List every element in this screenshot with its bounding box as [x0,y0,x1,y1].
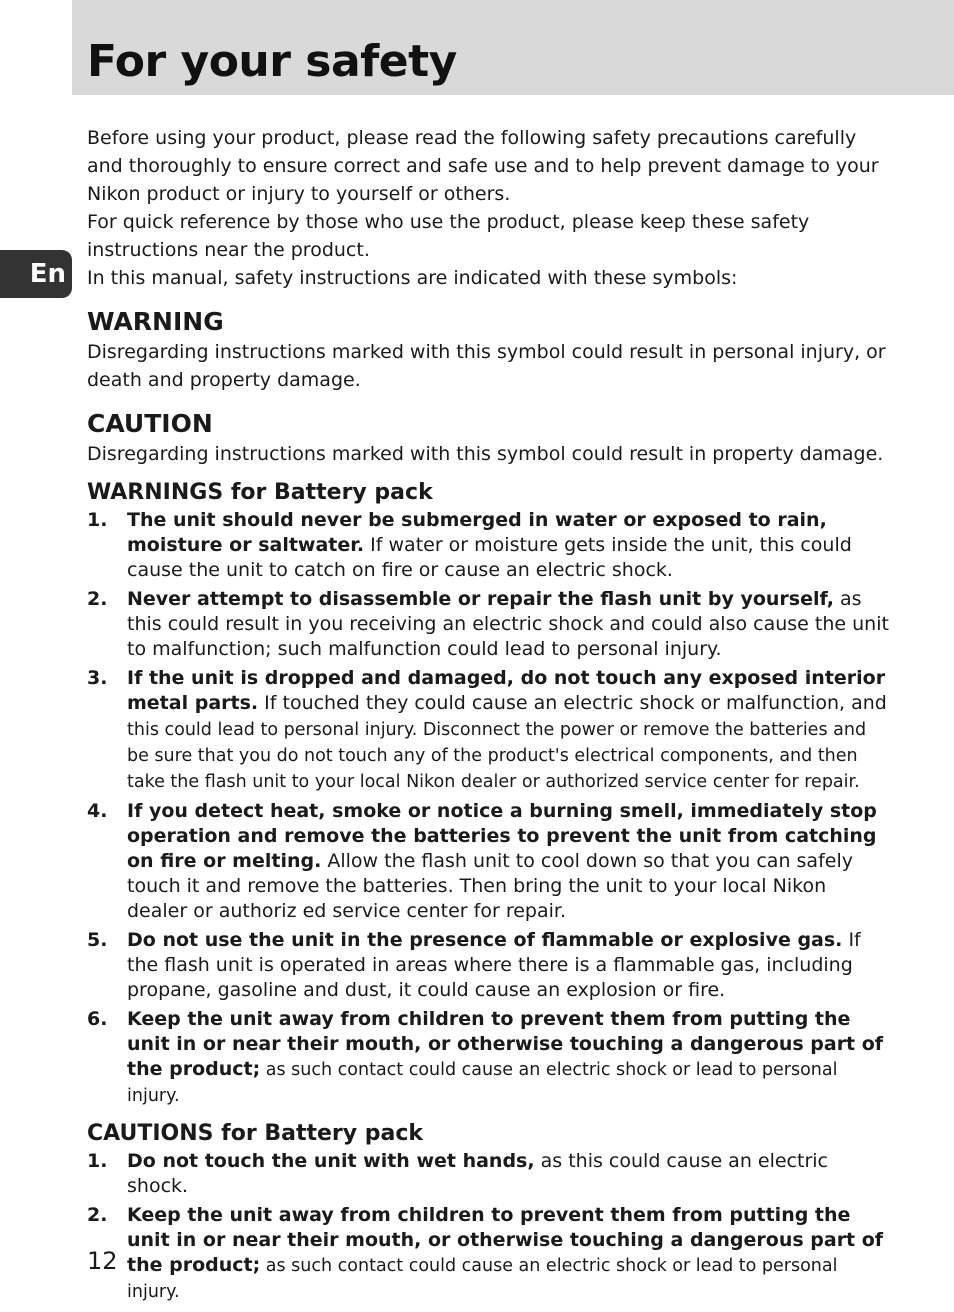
item-text-small: as such contact could cause an electric shock or lead to personal injury. [127,1060,838,1106]
warnings-section-heading: WARNINGS for Battery pack [87,480,433,505]
item-text: If touched they could cause an electric shock or malfunction, and [258,692,887,714]
caution-heading: CAUTION [87,409,213,438]
item-number: 1. [87,1150,108,1172]
item-number: 6. [87,1008,108,1030]
list-item [87,1007,892,1109]
item-text: as this could cause an electric shock. [127,1150,828,1197]
item-text-small: as such contact could cause an electric shock or lead to personal injury. [127,1256,838,1302]
item-lead: If you detect heat, smoke or notice a burning smell, immediately stop operation and remove the batteries to prevent the unit from catching on fire or melting. [127,800,877,872]
item-text: If the flash unit is operated in areas where there is a flammable gas, including propane, gasoline and dust, it could cause an explosion or fire. [127,929,861,1001]
list-item [87,928,892,1003]
item-lead: Do not use the unit in the presence of flammable or explosive gas. [127,929,843,951]
caution-description: Disregarding instructions marked with this symbol could result in property damage. [87,443,884,465]
list-item [87,1203,892,1305]
cautions-section-heading: CAUTIONS for Battery pack [87,1121,424,1146]
item-text: If water or moisture gets inside the unit, this could cause the unit to catch on fire or cause an electric shock. [127,534,852,581]
list-item [87,1149,892,1199]
item-number: 3. [87,667,108,689]
page-number: 12 [87,1247,118,1275]
item-text-small: this could lead to personal injury. Disconnect the power or remove the batteries and be sure that you do not touch any of the product's electrical components, and then take the flash unit to your local Nikon dealer or authorized service center for repair. [127,720,867,792]
intro-paragraph: For quick reference by those who use the product, please keep these safety instructions near the product. [87,211,810,261]
item-number: 2. [87,1204,108,1226]
item-lead: Do not touch the unit with wet hands, [127,1150,535,1172]
warnings-list [87,508,892,1109]
item-lead: Keep the unit away from children to prevent them from putting the unit in or near their mouth, or otherwise touching a dangerous part of the product; [127,1204,884,1276]
warning-heading: WARNING [87,307,224,336]
item-text: Allow the flash unit to cool down so that you can safely touch it and remove the batteries. Then bring the unit to your local Nikon dealer or authoriz ed service center for repair. [127,850,853,922]
cautions-list [87,1149,892,1305]
list-item [87,799,892,924]
list-item [87,666,892,795]
item-number: 2. [87,588,108,610]
item-lead: If the unit is dropped and damaged, do not touch any exposed interior metal parts. [127,667,886,714]
item-number: 4. [87,800,108,822]
item-text: as this could result in you receiving an electric shock and could also cause the unit to malfunction; such malfunction could lead to personal injury. [127,588,889,660]
item-lead: Keep the unit away from children to prevent them from putting the unit in or near their mouth, or otherwise touching a dangerous part of the product; [127,1008,884,1080]
list-item [87,587,892,662]
list-item [87,508,892,583]
item-number: 5. [87,929,108,951]
page-content [87,124,892,1309]
language-tab: En [0,250,72,298]
intro-paragraph: Before using your product, please read the following safety precautions carefully and thoroughly to ensure correct and safe use and to help prevent damage to your Nikon product or injury to yourself or others. [87,127,879,205]
item-lead: Never attempt to disassemble or repair the flash unit by yourself, [127,588,834,610]
item-lead: The unit should never be submerged in water or exposed to rain, moisture or saltwater. [127,509,827,556]
intro-paragraph: In this manual, safety instructions are indicated with these symbols: [87,267,738,289]
warning-description: Disregarding instructions marked with this symbol could result in personal injury, or death and property damage. [87,341,886,391]
item-number: 1. [87,509,108,531]
page-title: For your safety [87,36,457,87]
